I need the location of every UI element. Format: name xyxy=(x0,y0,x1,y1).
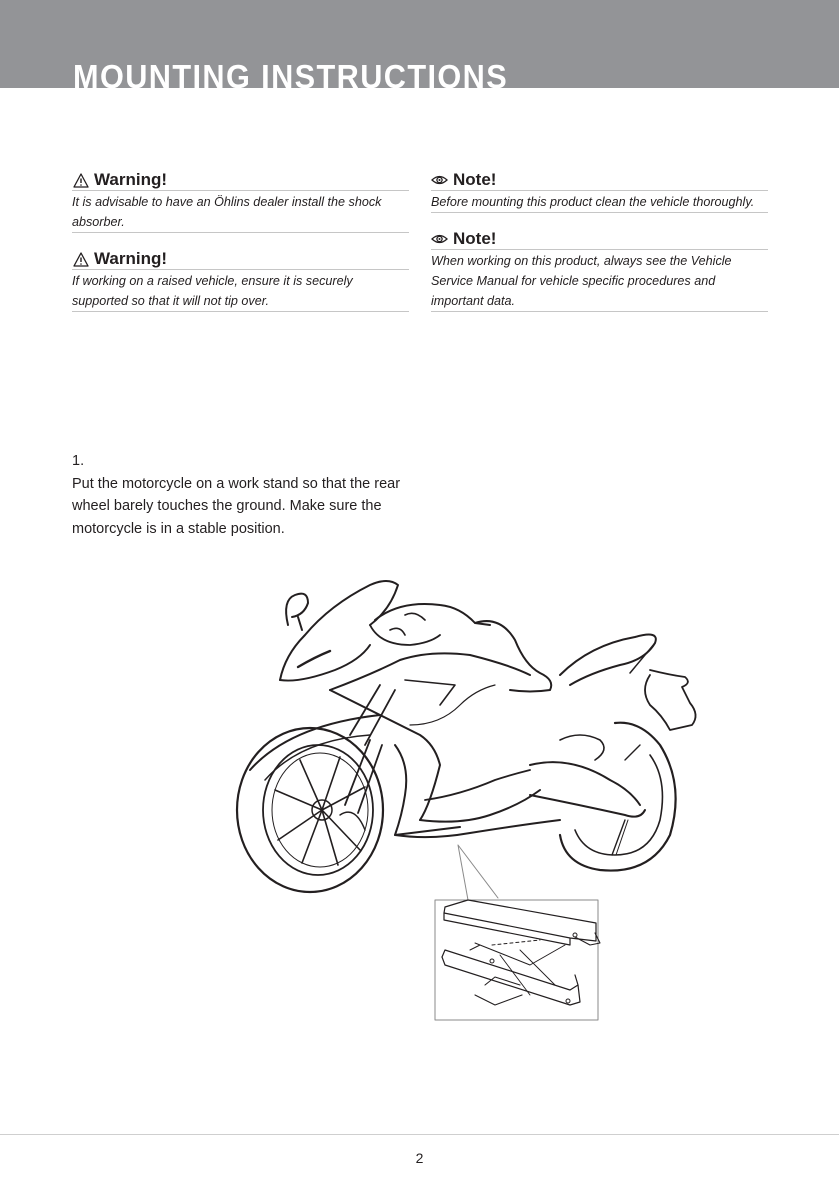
notice-heading xyxy=(72,170,409,191)
notice-text: When working on this product, always see the Vehicle Service Manual for vehicle specific procedures and important data. xyxy=(431,250,768,312)
eye-icon xyxy=(431,231,448,248)
motorcycle-illustration xyxy=(230,565,710,1030)
warnings-column xyxy=(72,170,409,328)
notice-heading xyxy=(72,249,409,270)
page-title: MOUNTING INSTRUCTIONS xyxy=(73,58,509,88)
eye-icon xyxy=(431,172,448,189)
notice-heading xyxy=(431,170,768,191)
note-notice xyxy=(431,229,768,312)
warning-triangle-icon xyxy=(72,251,89,268)
header-band xyxy=(0,0,839,88)
notes-column xyxy=(431,170,768,328)
notice-text: Before mounting this product clean the vehicle thoroughly. xyxy=(431,191,768,213)
page-number: 2 xyxy=(415,1150,424,1166)
step-text: Put the motorcycle on a work stand so that the rear wheel barely touches the ground. Make sure the motorcycle is in a stable position. xyxy=(72,475,401,537)
step-number: 1. xyxy=(72,453,85,469)
warning-notice xyxy=(72,249,409,312)
rear-wheel-drawing xyxy=(560,723,676,871)
warning-notice xyxy=(72,170,409,233)
notice-title: Note! xyxy=(453,170,497,189)
work-stand-inset xyxy=(435,900,600,1020)
step-1 xyxy=(72,450,402,540)
notice-title: Warning! xyxy=(94,170,168,189)
notice-title: Note! xyxy=(453,229,497,248)
notice-heading xyxy=(431,229,768,250)
notice-title: Warning! xyxy=(94,249,168,268)
notice-text: If working on a raised vehicle, ensure it is securely supported so that it will not tip over. xyxy=(72,270,409,312)
note-notice xyxy=(431,170,768,213)
footer-divider xyxy=(0,1134,839,1135)
notice-text: It is advisable to have an Öhlins dealer install the shock absorber. xyxy=(72,191,409,233)
warning-triangle-icon xyxy=(72,172,89,189)
